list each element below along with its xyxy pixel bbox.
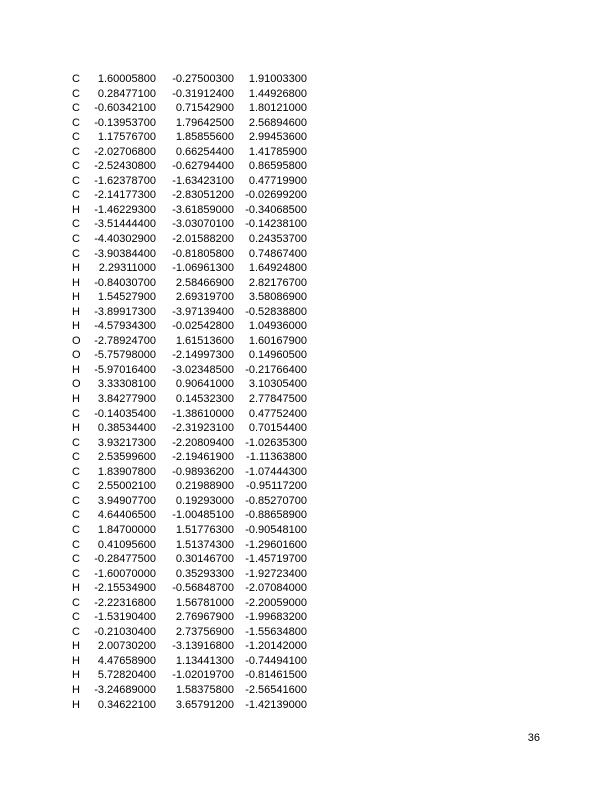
element-symbol: C [72,509,80,522]
z-coordinate: -0.34068500 [245,203,307,216]
element-symbol: C [72,189,80,202]
element-symbol: H [72,698,80,711]
x-coordinate: -2.15534900 [94,582,156,595]
table-row [72,159,307,174]
x-coordinate: 1.17576700 [97,131,156,144]
x-coordinate: 2.55002100 [97,480,156,493]
x-coordinate: 0.41095600 [97,538,156,551]
table-row [72,363,307,378]
table-row [72,581,307,596]
element-symbol: C [72,436,80,449]
table-row [72,392,307,407]
element-symbol: H [72,582,80,595]
x-coordinate: 0.38534400 [97,422,156,435]
z-coordinate: 2.56894600 [248,116,307,129]
x-coordinate: -1.53190400 [94,611,156,624]
y-coordinate: 0.71542900 [175,102,234,115]
y-coordinate: 1.56781000 [175,596,234,609]
z-coordinate: 3.58086900 [248,291,307,304]
y-coordinate: 1.51776300 [175,523,234,536]
y-coordinate: -2.31923100 [172,422,234,435]
element-symbol: H [72,669,80,682]
element-symbol: C [72,233,80,246]
element-symbol: C [72,451,80,464]
z-coordinate: -1.29601600 [245,538,307,551]
y-coordinate: -2.14997300 [172,349,234,362]
y-coordinate: -0.27500300 [172,73,234,85]
element-symbol: C [72,218,80,231]
table-row [72,247,307,262]
z-coordinate: 0.86595800 [248,160,307,173]
z-coordinate: -2.20059000 [245,596,307,609]
y-coordinate: -2.83051200 [172,189,234,202]
table-row [72,334,307,349]
z-coordinate: -2.56541600 [245,683,307,696]
element-symbol: C [72,87,80,100]
y-coordinate: -1.00485100 [172,509,234,522]
x-coordinate: -4.57934300 [94,320,156,333]
x-coordinate: -2.14177300 [94,189,156,202]
z-coordinate: 3.10305400 [248,378,307,391]
table-row [72,450,307,465]
element-symbol: C [72,480,80,493]
table-row [72,552,307,567]
element-symbol: C [72,102,80,115]
y-coordinate: -0.62794400 [172,160,234,173]
coordinate-table [72,72,307,712]
y-coordinate: 1.61513600 [175,334,234,347]
x-coordinate: -1.62378700 [94,174,156,187]
y-coordinate: -3.03070100 [172,218,234,231]
x-coordinate: -0.21030400 [94,625,156,638]
y-coordinate: 0.19293000 [175,494,234,507]
y-coordinate: -0.02542800 [172,320,234,333]
x-coordinate: -0.13953700 [94,116,156,129]
y-coordinate: 1.13441300 [175,654,234,667]
table-row [72,305,307,320]
y-coordinate: 0.14532300 [175,393,234,406]
z-coordinate: -0.81461500 [245,669,307,682]
z-coordinate: 1.64924800 [248,262,307,275]
table-row [72,290,307,305]
table-row [72,377,307,392]
table-row [72,348,307,363]
table-row [72,217,307,232]
element-symbol: C [72,538,80,551]
element-symbol: H [72,640,80,653]
x-coordinate: -3.90384400 [94,247,156,260]
y-coordinate: 2.69319700 [175,291,234,304]
element-symbol: O [72,334,81,347]
x-coordinate: -2.22316800 [94,596,156,609]
element-symbol: H [72,320,80,333]
y-coordinate: -0.56848700 [172,582,234,595]
table-row [72,145,307,160]
z-coordinate: 1.91003300 [248,73,307,85]
table-row [72,436,307,451]
element-symbol: H [72,422,80,435]
z-coordinate: -1.55634800 [245,625,307,638]
z-coordinate: -0.85270700 [245,494,307,507]
element-symbol: C [72,116,80,129]
x-coordinate: 1.83907800 [97,465,156,478]
x-coordinate: -2.02706800 [94,145,156,158]
table-row [72,479,307,494]
element-symbol: C [72,611,80,624]
y-coordinate: 0.35293300 [175,567,234,580]
z-coordinate: 2.82176700 [248,276,307,289]
table-row [72,508,307,523]
element-symbol: H [72,203,80,216]
y-coordinate: 3.65791200 [175,698,234,711]
y-coordinate: -2.20809400 [172,436,234,449]
y-coordinate: 1.85855600 [175,131,234,144]
x-coordinate: 3.33308100 [97,378,156,391]
x-coordinate: 5.72820400 [97,669,156,682]
z-coordinate: -0.88658900 [245,509,307,522]
table-row [72,116,307,131]
x-coordinate: 3.94907700 [97,494,156,507]
x-coordinate: -0.14035400 [94,407,156,420]
x-coordinate: -5.97016400 [94,363,156,376]
z-coordinate: -1.20142000 [245,640,307,653]
element-symbol: H [72,654,80,667]
y-coordinate: 2.76967900 [175,611,234,624]
table-row [72,407,307,422]
z-coordinate: -0.14238100 [245,218,307,231]
table-row [72,188,307,203]
y-coordinate: -1.63423100 [172,174,234,187]
table-row [72,567,307,582]
element-symbol: C [72,523,80,536]
element-symbol: O [72,378,81,391]
x-coordinate: 3.84277900 [97,393,156,406]
z-coordinate: 1.60167900 [248,334,307,347]
x-coordinate: -2.52430800 [94,160,156,173]
z-coordinate: 0.47719900 [248,174,307,187]
x-coordinate: -3.24689000 [94,683,156,696]
x-coordinate: 1.60005800 [97,73,156,85]
y-coordinate: -3.13916800 [172,640,234,653]
element-symbol: C [72,596,80,609]
x-coordinate: 3.93217300 [97,436,156,449]
element-symbol: C [72,567,80,580]
table-row [72,421,307,436]
table-row [72,538,307,553]
x-coordinate: 0.28477100 [97,87,156,100]
z-coordinate: -1.99683200 [245,611,307,624]
y-coordinate: -3.02348500 [172,363,234,376]
y-coordinate: 1.79642500 [175,116,234,129]
z-coordinate: 0.70154400 [248,422,307,435]
element-symbol: C [72,553,80,566]
element-symbol: C [72,160,80,173]
x-coordinate: 2.00730200 [97,640,156,653]
y-coordinate: -2.19461900 [172,451,234,464]
page-number: 36 [527,732,540,744]
table-row [72,261,307,276]
element-symbol: H [72,393,80,406]
element-symbol: C [72,465,80,478]
x-coordinate: -3.89917300 [94,305,156,318]
coordinate-table-body [72,72,307,712]
z-coordinate: -1.45719700 [245,553,307,566]
x-coordinate: 2.53599600 [97,451,156,464]
z-coordinate: -1.42139000 [245,698,307,711]
z-coordinate: 2.77847500 [248,393,307,406]
element-symbol: C [72,625,80,638]
table-row [72,130,307,145]
table-row [72,203,307,218]
x-coordinate: -0.60342100 [94,102,156,115]
y-coordinate: 0.90641000 [175,378,234,391]
x-coordinate: -2.78924700 [94,334,156,347]
y-coordinate: -3.97139400 [172,305,234,318]
z-coordinate: 0.74867400 [248,247,307,260]
element-symbol: H [72,363,80,376]
element-symbol: C [72,131,80,144]
y-coordinate: 2.58466900 [175,276,234,289]
y-coordinate: 0.30146700 [175,553,234,566]
x-coordinate: -0.84030700 [94,276,156,289]
element-symbol: H [72,262,80,275]
y-coordinate: -1.38610000 [172,407,234,420]
y-coordinate: 1.58375800 [175,683,234,696]
z-coordinate: 1.44926800 [248,87,307,100]
table-row [72,465,307,480]
z-coordinate: -1.02635300 [245,436,307,449]
y-coordinate: -3.61859000 [172,203,234,216]
z-coordinate: 1.80121000 [248,102,307,115]
table-row [72,698,307,713]
z-coordinate: 2.99453600 [248,131,307,144]
table-row [72,683,307,698]
y-coordinate: -0.81805800 [172,247,234,260]
z-coordinate: -1.92723400 [245,567,307,580]
element-symbol: C [72,73,80,85]
element-symbol: C [72,494,80,507]
z-coordinate: -0.21766400 [245,363,307,376]
z-coordinate: 0.47752400 [248,407,307,420]
table-row [72,72,307,87]
element-symbol: O [72,349,81,362]
element-symbol: H [72,305,80,318]
x-coordinate: -3.51444400 [94,218,156,231]
z-coordinate: -2.07084000 [245,582,307,595]
element-symbol: C [72,247,80,260]
x-coordinate: -1.46229300 [94,203,156,216]
x-coordinate: 4.64406500 [97,509,156,522]
z-coordinate: -1.11363800 [246,451,307,464]
z-coordinate: 1.41785900 [248,145,307,158]
x-coordinate: 1.54527900 [97,291,156,304]
z-coordinate: -0.90548100 [245,523,307,536]
z-coordinate: 0.14960500 [248,349,307,362]
table-row [72,523,307,538]
x-coordinate: 2.29311000 [98,262,156,275]
x-coordinate: 4.47658900 [97,654,156,667]
table-row [72,174,307,189]
y-coordinate: -2.01588200 [172,233,234,246]
table-row [72,101,307,116]
z-coordinate: 1.04936000 [248,320,307,333]
x-coordinate: -5.75798000 [94,349,156,362]
x-coordinate: -4.40302900 [94,233,156,246]
y-coordinate: 0.66254400 [175,145,234,158]
element-symbol: C [72,174,80,187]
table-row [72,494,307,509]
z-coordinate: -1.07444300 [245,465,307,478]
z-coordinate: -0.52838800 [245,305,307,318]
x-coordinate: 0.34622100 [97,698,156,711]
y-coordinate: -0.98936200 [172,465,234,478]
table-row [72,610,307,625]
z-coordinate: -0.02699200 [245,189,307,202]
y-coordinate: 1.51374300 [175,538,234,551]
element-symbol: H [72,683,80,696]
table-row [72,319,307,334]
table-row [72,654,307,669]
table-row [72,276,307,291]
table-row [72,87,307,102]
element-symbol: H [72,291,80,304]
table-row [72,625,307,640]
y-coordinate: -1.02019700 [172,669,234,682]
y-coordinate: 2.73756900 [175,625,234,638]
element-symbol: C [72,145,80,158]
z-coordinate: -0.74494100 [245,654,307,667]
table-row [72,232,307,247]
x-coordinate: 1.84700000 [97,523,156,536]
element-symbol: H [72,276,80,289]
table-row [72,668,307,683]
element-symbol: C [72,407,80,420]
x-coordinate: -0.28477500 [94,553,156,566]
y-coordinate: -0.31912400 [172,87,234,100]
z-coordinate: -0.95117200 [246,480,307,493]
table-row [72,639,307,654]
y-coordinate: 0.21988900 [175,480,234,493]
x-coordinate: -1.60070000 [94,567,156,580]
y-coordinate: -1.06961300 [172,262,234,275]
z-coordinate: 0.24353700 [248,233,307,246]
table-row [72,596,307,611]
